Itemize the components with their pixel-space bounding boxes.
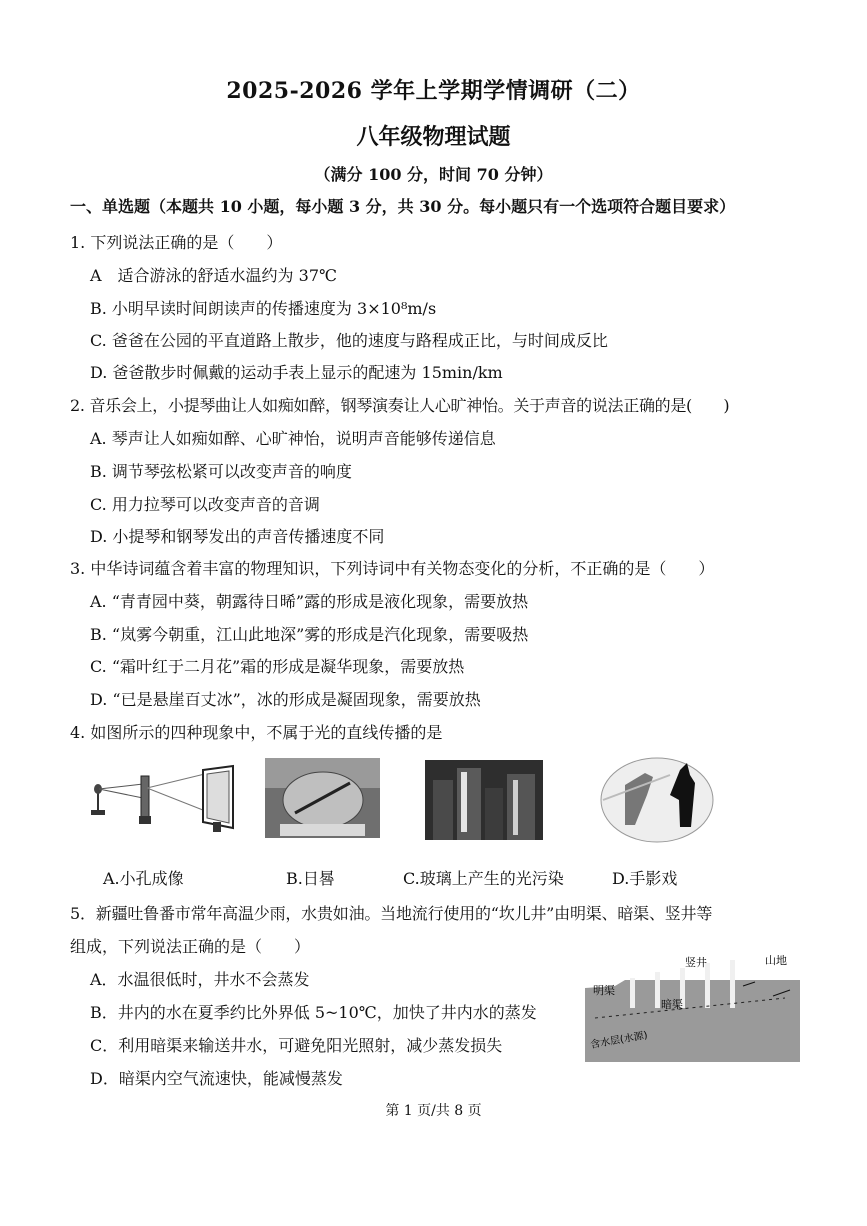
figure-caption-b: B.日晷 [286, 869, 335, 888]
light-pollution-photo [425, 760, 543, 840]
question-2-option-d: D. 小提琴和钢琴发出的声音传播速度不同 [90, 527, 385, 546]
question-2-stem: 2. 音乐会上，小提琴曲让人如痴如醉，钢琴演奏让人心旷神怡。关于声音的说法正确的是( ) [70, 396, 730, 415]
question-1-option-c: C. 爸爸在公园的平直道路上散步，他的速度与路程成正比，与时间成反比 [90, 331, 608, 350]
section-heading: 一、单选题（本题共 10 小题，每小题 3 分，共 30 分。每小题只有一个选项符合题目要求） [70, 197, 736, 216]
question-3-option-b: B. “岚雾今朝重，江山此地深”雾的形成是汽化现象，需要吸热 [90, 625, 529, 644]
figure-caption-d: D.手影戏 [612, 869, 678, 888]
karez-label-open-channel: 明渠 [593, 984, 615, 997]
question-4-stem: 4. 如图所示的四种现象中，不属于光的直线传播的是 [70, 723, 443, 742]
question-1-stem: 1. 下列说法正确的是（ ） [70, 233, 283, 252]
question-2-option-b: B. 调节琴弦松紧可以改变声音的响度 [90, 462, 352, 481]
question-1-option-b: B. 小明早读时间朗读声的传播速度为 3×10⁸m/s [90, 299, 437, 318]
question-1-option-d: D. 爸爸散步时佩戴的运动手表上显示的配速为 15min/km [90, 363, 503, 382]
question-5-stem-line2: 组成，下列说法正确的是（ ） [70, 937, 311, 956]
karez-label-aquifer: 含水层(水源) [589, 1030, 649, 1051]
karez-label-mountain: 山地 [765, 954, 787, 967]
exam-title: 2025-2026 学年上学期学情调研（二） [226, 78, 641, 104]
karez-label-hidden-channel: 暗渠 [661, 998, 683, 1011]
question-2-option-c: C. 用力拉琴可以改变声音的音调 [90, 495, 320, 514]
exam-meta: （满分 100 分，时间 70 分钟） [314, 165, 553, 184]
question-3-option-c: C. “霜叶红于二月花”霜的形成是凝华现象，需要放热 [90, 657, 465, 676]
hand-shadow-photo [595, 755, 715, 845]
figure-caption-a: A.小孔成像 [103, 869, 184, 888]
pinhole-camera-figure [85, 762, 250, 837]
question-5-option-d: D．暗渠内空气流速快，能减慢蒸发 [90, 1069, 343, 1088]
question-5-option-c: C．利用暗渠来输送井水，可避免阳光照射，减少蒸发损失 [90, 1036, 503, 1055]
sundial-photo [265, 758, 380, 838]
karez-label-shaft: 竖井 [685, 956, 707, 969]
question-5-stem-line1: 5．新疆吐鲁番市常年高温少雨，水贵如油。当地流行使用的“坎儿井”由明渠、暗渠、竖井等 [70, 904, 713, 923]
exam-subtitle: 八年级物理试题 [356, 124, 511, 150]
question-3-option-d: D. “已是悬崖百丈冰”，冰的形成是凝固现象，需要放热 [90, 690, 481, 709]
karez-diagram [585, 950, 800, 1062]
question-3-stem: 3. 中华诗词蕴含着丰富的物理知识，下列诗词中有关物态变化的分析，不正确的是（ ） [70, 559, 715, 578]
question-5-option-b: B．井内的水在夏季约比外界低 5~10℃，加快了井内水的蒸发 [90, 1003, 537, 1022]
question-1-option-a: A 适合游泳的舒适水温约为 37℃ [90, 266, 337, 285]
question-5-option-a: A．水温很低时，井水不会蒸发 [90, 970, 310, 989]
question-2-option-a: A. 琴声让人如痴如醉、心旷神怡，说明声音能够传递信息 [90, 429, 496, 448]
page-footer: 第 1 页/共 8 页 [385, 1103, 482, 1119]
question-3-option-a: A. “青青园中葵，朝露待日晞”露的形成是液化现象，需要放热 [90, 592, 529, 611]
figure-caption-c: C.玻璃上产生的光污染 [403, 869, 564, 888]
